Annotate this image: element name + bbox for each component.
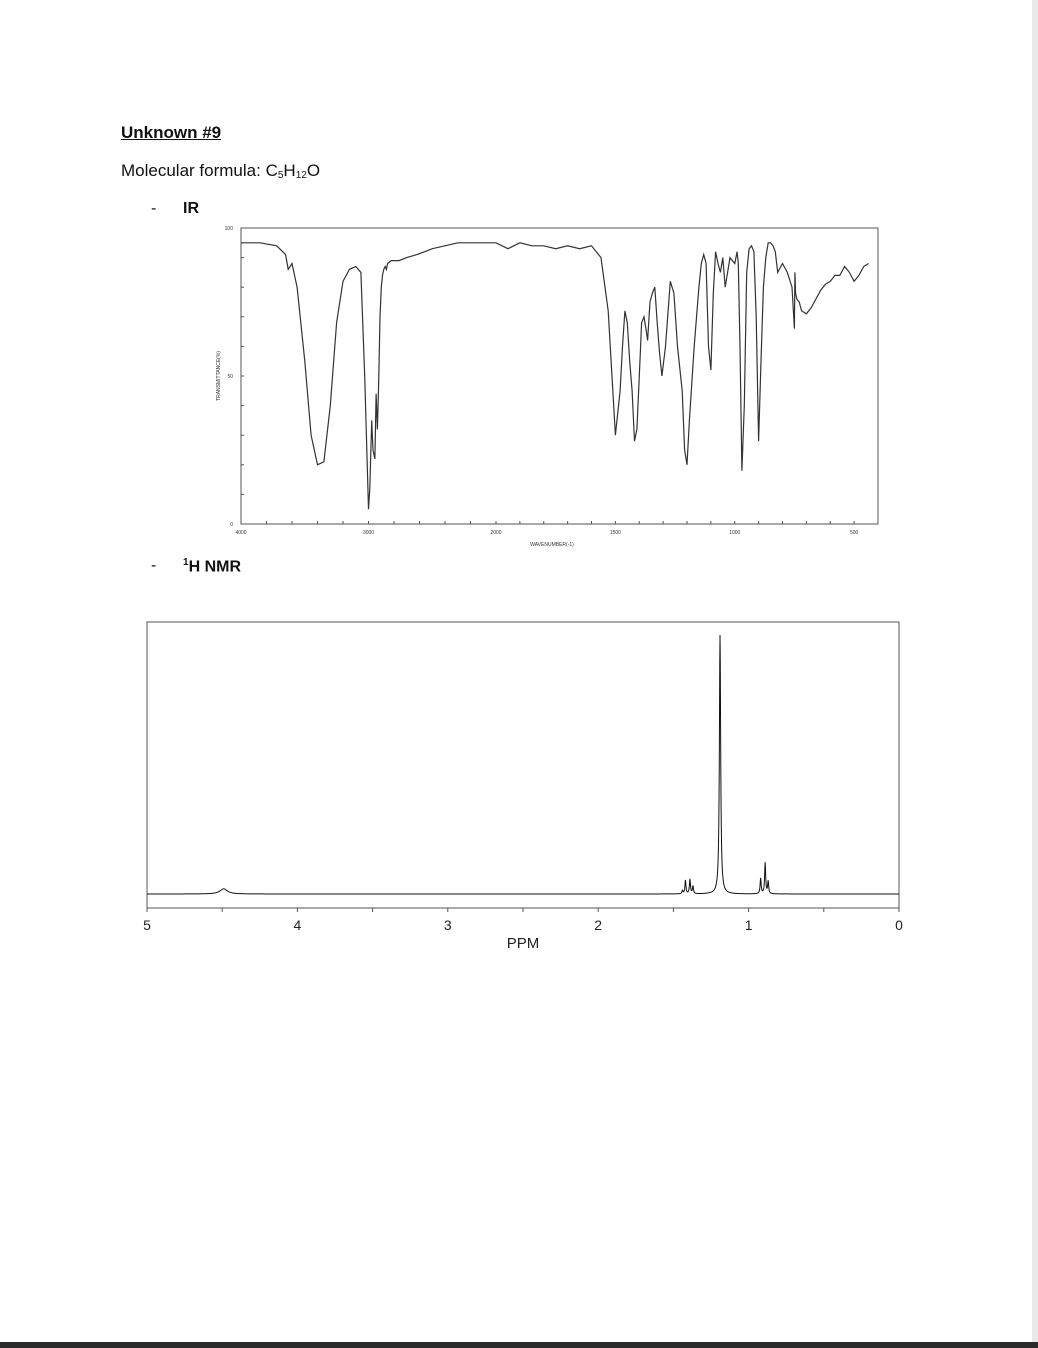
ir-y-tick-label: 100 (224, 226, 233, 232)
ir-spectrum-chart (0, 0, 1038, 560)
ir-ticks (241, 228, 878, 524)
ir-y-axis-label: TRANSMITTANCE(%) (216, 351, 222, 401)
nmr-x-tick-label: 2 (594, 917, 603, 933)
nmr-heading (183, 557, 241, 576)
bullet-ir: - (151, 200, 157, 217)
ir-x-tick-label: 2000 (490, 530, 502, 536)
ir-tick-labels (225, 226, 859, 536)
formula-h-count: 12 (295, 170, 307, 181)
nmr-heading-superscript: 1 (183, 557, 189, 568)
nmr-x-tick-label: 5 (143, 917, 151, 933)
ir-y-tick-label: 0 (230, 522, 233, 528)
nmr-x-tick-label: 4 (293, 917, 302, 933)
nmr-tick-labels (143, 917, 903, 933)
nmr-plot-frame (147, 622, 899, 908)
ir-x-tick-label: 4000 (235, 530, 247, 536)
ir-heading: IR (183, 200, 199, 217)
ir-y-tick-label: 50 (227, 374, 233, 380)
ir-x-tick-label: 3000 (362, 530, 375, 536)
nmr-heading-text: H NMR (188, 558, 241, 576)
nmr-spectrum-chart (0, 600, 1038, 960)
bullet-nmr: - (151, 557, 157, 574)
formula-o: O (306, 161, 321, 180)
formula-label: Molecular formula: (121, 161, 266, 180)
nmr-x-tick-label: 0 (895, 917, 903, 933)
ir-x-tick-label: 1500 (609, 530, 621, 536)
formula-c-count: 5 (277, 170, 284, 181)
nmr-x-axis-label: PPM (506, 935, 540, 952)
nmr-ticks (147, 908, 899, 912)
nmr-x-tick-label: 3 (443, 917, 452, 933)
nmr-x-tick-label: 1 (744, 917, 753, 933)
formula-c: C (265, 161, 278, 180)
ir-x-axis-label: WAVENUMBER(-1) (530, 542, 574, 548)
ir-x-tick-label: 1000 (729, 530, 741, 536)
document-title: Unknown #9 (121, 123, 222, 142)
bottom-bar (0, 1342, 1038, 1348)
formula-h: H (283, 161, 296, 180)
ir-plot-frame (241, 228, 878, 524)
ir-spectrum-line (241, 243, 869, 509)
nmr-spectrum-line (147, 635, 899, 894)
ir-x-tick-label: 500 (849, 530, 859, 536)
